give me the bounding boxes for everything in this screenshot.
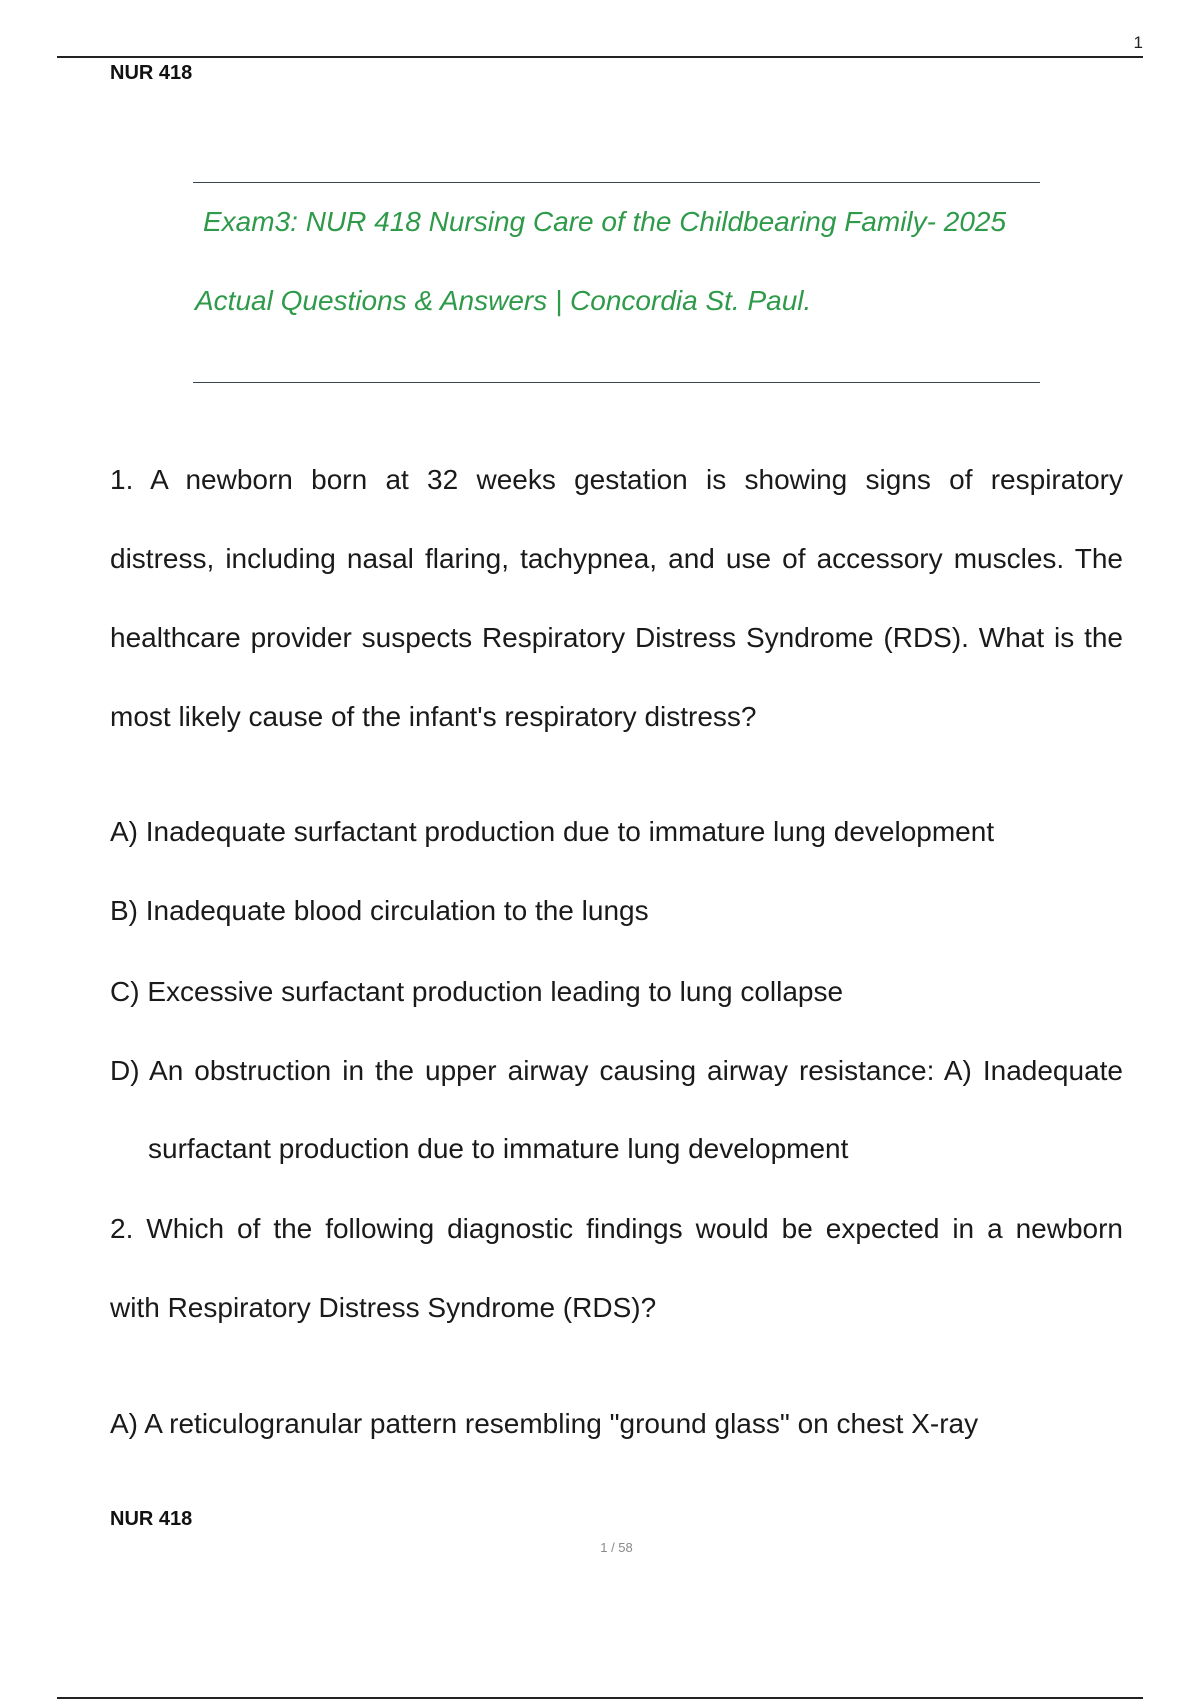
document-title-line-2: Actual Questions & Answers | Concordia St. Paul. bbox=[195, 285, 812, 316]
question-stem-line: most likely cause of the infant's respiratory distress? bbox=[110, 701, 757, 732]
document-title-line-1: Exam3: NUR 418 Nursing Care of the Childbearing Family- 2025 bbox=[203, 206, 1007, 237]
question-stem-line: distress, including nasal flaring, tachypnea, and use of accessory muscles. The bbox=[110, 543, 1123, 574]
answer-option-c: C) Excessive surfactant production leading to lung collapse bbox=[110, 976, 844, 1007]
answer-option-d-continuation: surfactant production due to immature lung development bbox=[148, 1133, 849, 1164]
footer-divider bbox=[57, 1697, 1143, 1699]
question-stem-line: 1. A newborn born at 32 weeks gestation is showing signs of respiratory bbox=[110, 464, 1123, 495]
answer-option-a: A) Inadequate surfactant production due to immature lung development bbox=[110, 816, 995, 847]
answer-option-b: B) Inadequate blood circulation to the lungs bbox=[110, 895, 649, 926]
footer-page-indicator: 1 / 58 bbox=[600, 1540, 633, 1555]
answer-option-d: D) An obstruction in the upper airway causing airway resistance: A) Inadequate bbox=[110, 1055, 1123, 1086]
title-top-rule bbox=[193, 182, 1040, 183]
question-stem-line: healthcare provider suspects Respiratory Distress Syndrome (RDS). What is the bbox=[110, 622, 1123, 653]
question-stem-line: with Respiratory Distress Syndrome (RDS)? bbox=[110, 1292, 657, 1323]
answer-option-a: A) A reticulogranular pattern resembling "ground glass" on chest X-ray bbox=[110, 1408, 979, 1439]
title-bottom-rule bbox=[193, 382, 1040, 383]
page-number: 1 bbox=[1133, 33, 1143, 52]
footer-course-code: NUR 418 bbox=[110, 1508, 193, 1530]
header-divider bbox=[57, 56, 1143, 58]
header-course-code: NUR 418 bbox=[110, 62, 193, 84]
question-stem-line: 2. Which of the following diagnostic findings would be expected in a newborn bbox=[110, 1213, 1123, 1244]
